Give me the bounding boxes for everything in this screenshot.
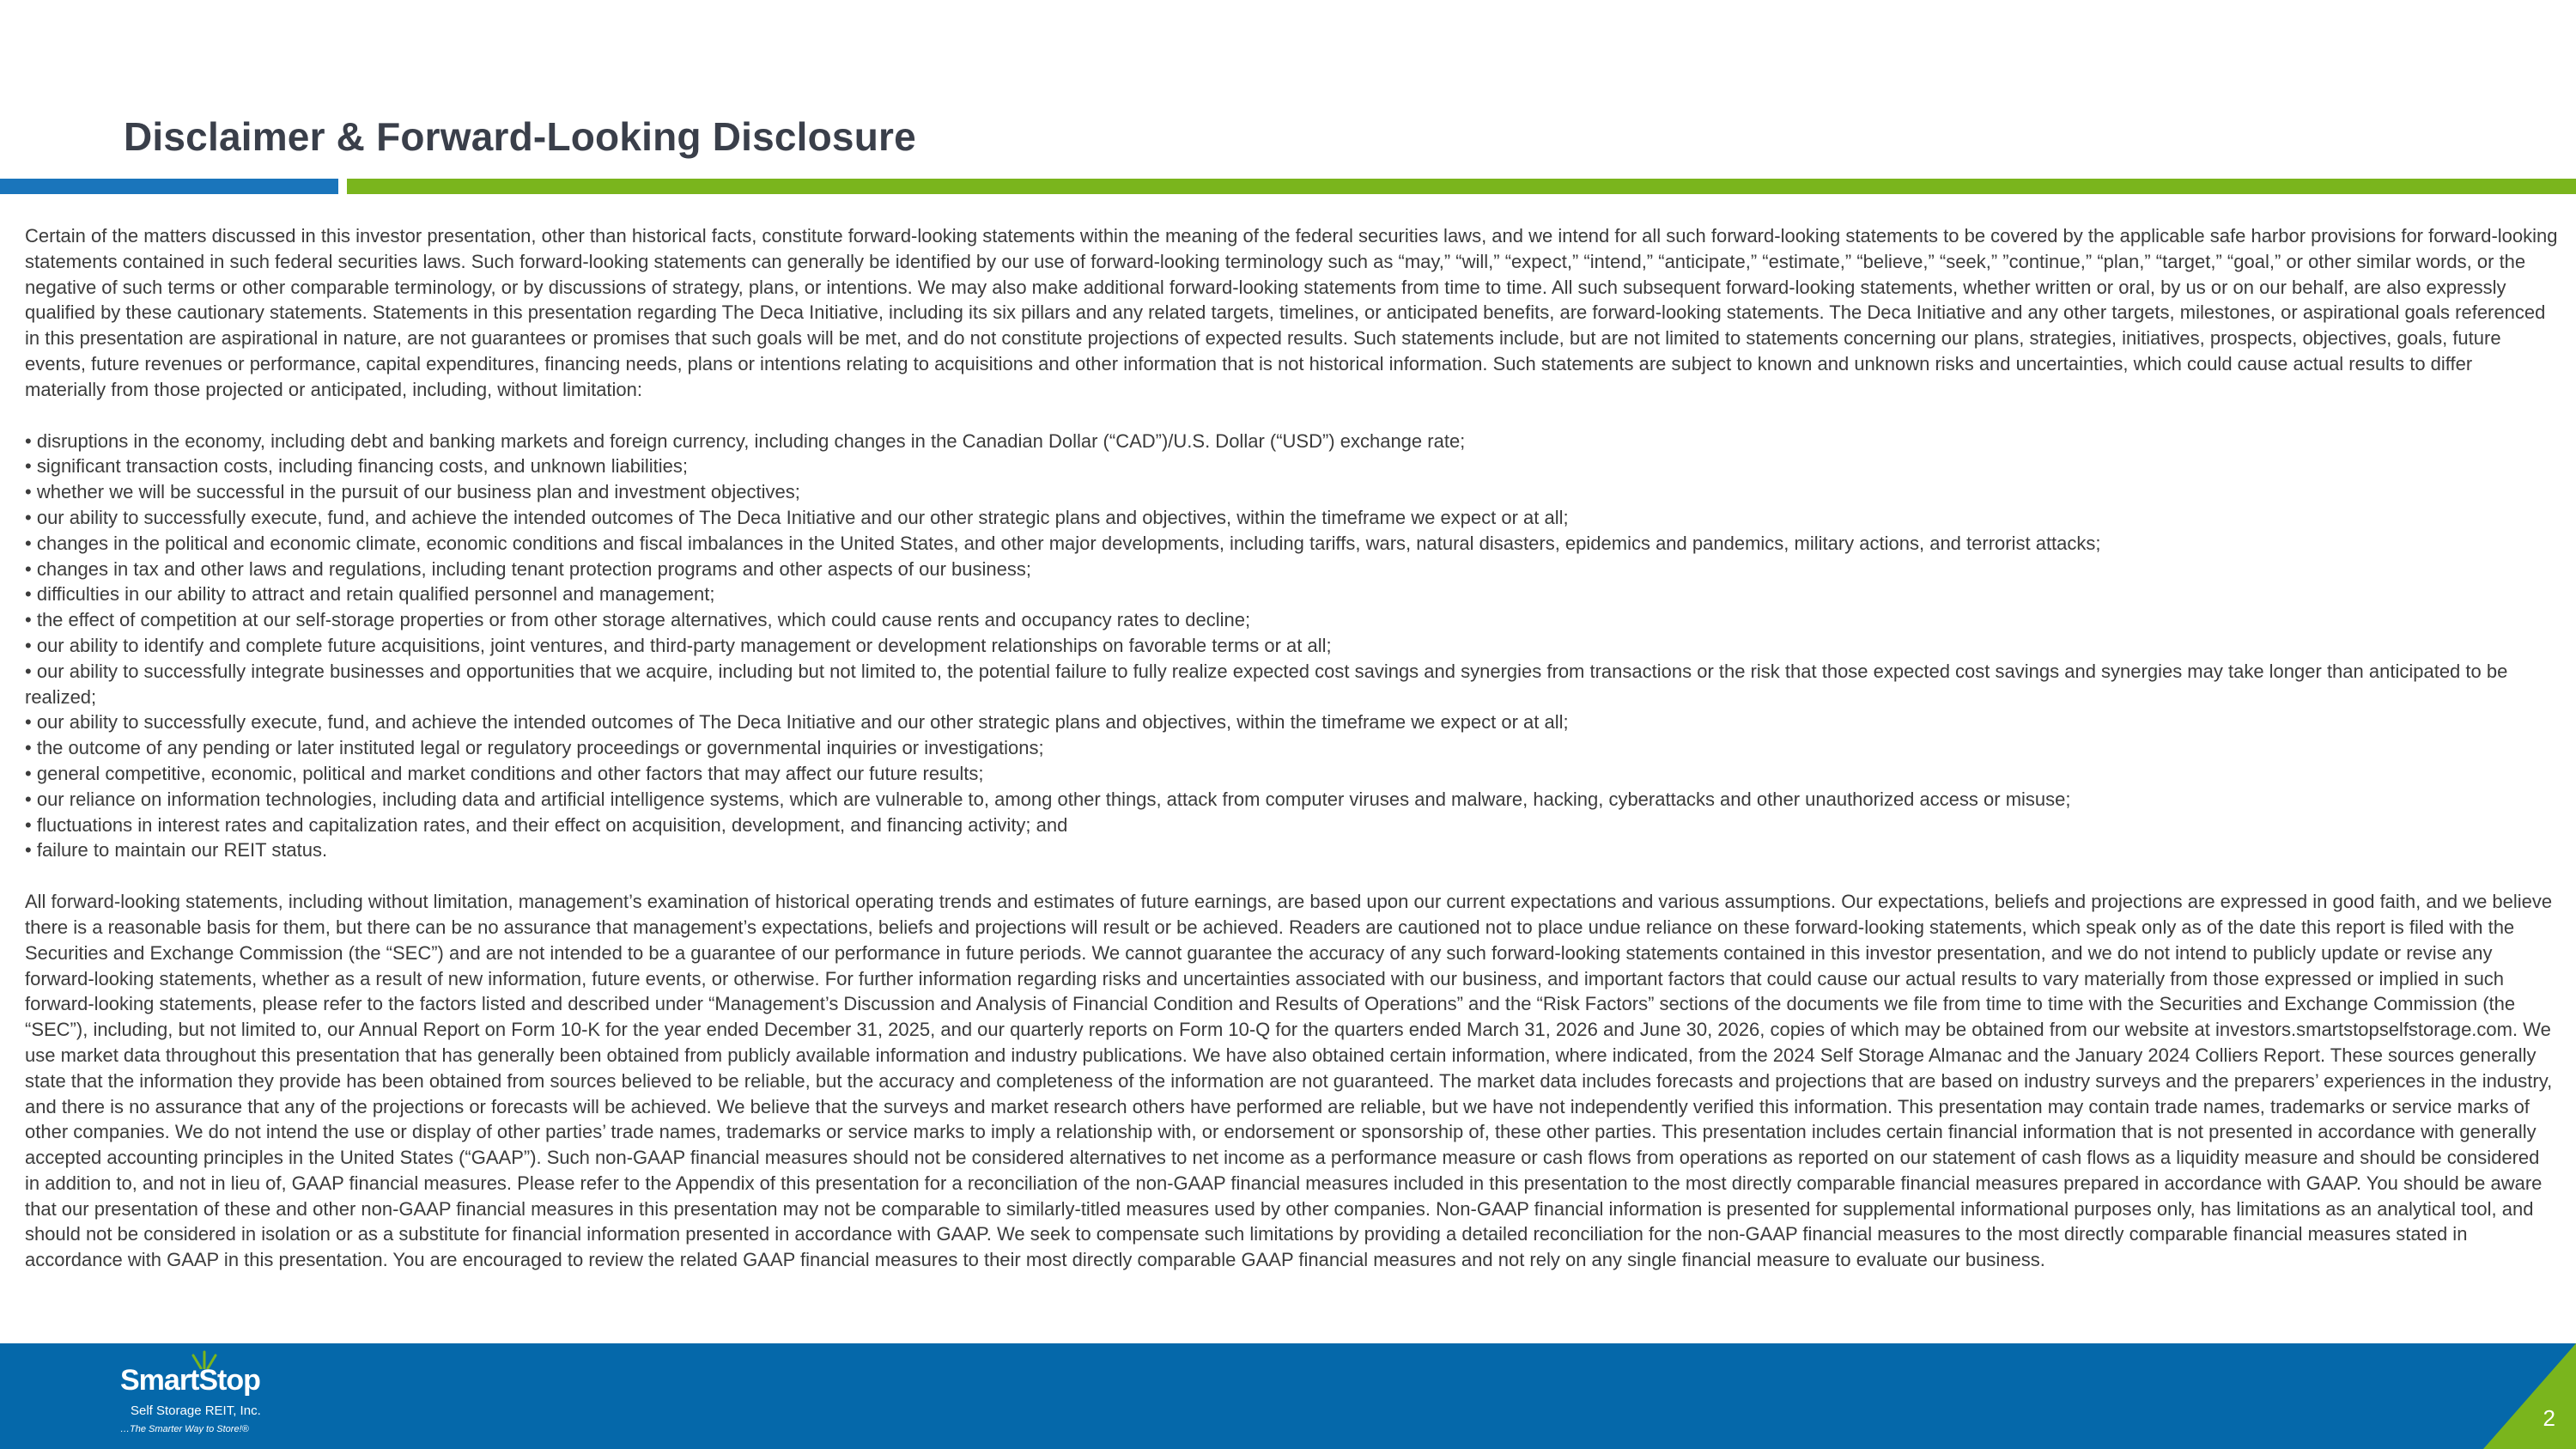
list-item: • whether we will be successful in the pursuit of our business plan and investment objectives; [25,479,2558,505]
page-title: Disclaimer & Forward-Looking Disclosure [124,114,916,159]
list-item: • our ability to successfully integrate businesses and opportunities that we acquire, including but not limited to, the potential failure to fully realize expected cost savings and synergies from transactions or the risk that those expected cost savings and synergies may take longer than anticipated to be realized; [25,659,2558,710]
disclaimer-body [25,223,2558,1273]
footer-bar [0,1343,2576,1449]
list-item: • the outcome of any pending or later instituted legal or regulatory proceedings or governmental inquiries or investigations; [25,735,2558,761]
footer-accent-triangle [2483,1343,2576,1449]
list-item: • significant transaction costs, including financing costs, and unknown liabilities; [25,454,2558,479]
list-item: • our reliance on information technologies, including data and artificial intelligence systems, which are vulnerable to, among other things, attack from computer viruses and malware, hacking, cyberattacks and other unauthorized access or misuse; [25,787,2558,813]
paragraph-spacer [25,863,2558,889]
list-item: • our ability to successfully execute, fund, and achieve the intended outcomes of The Deca Initiative and our other strategic plans and objectives, within the timeframe we expect or at all; [25,505,2558,531]
paragraph-spacer [25,403,2558,429]
title-rule-green [347,179,2576,194]
logo-subtitle: Self Storage REIT, Inc. [131,1403,261,1418]
page-number: 2 [2543,1405,2555,1431]
list-item: • failure to maintain our REIT status. [25,837,2558,863]
intro-paragraph: Certain of the matters discussed in this investor presentation, other than historical facts, constitute forward-looking statements within the meaning of the federal securities laws, and we intend for all such forward-looking statements to be covered by the applicable safe harbor provisions for forward-looking statements contained in such federal securities laws. Such forward-looking statements can generally be identified by our use of forward-looking terminology such as “may,” “will,” “expect,” “intend,” “anticipate,” “estimate,” “believe,” “seek,” ”continue,” “plan,” “target,” “goal,” or other similar words, or the negative of such terms or other comparable terminology, or by discussions of strategy, plans, or intentions. We may also make additional forward-looking statements from time to time. All such subsequent forward-looking statements, whether written or oral, by us or on our behalf, are also expressly qualified by these cautionary statements. Statements in this presentation regarding The Deca Initiative, including its six pillars and any related targets, timelines, or anticipated benefits, are forward-looking statements. The Deca Initiative and any other targets, milestones, or aspirational goals referenced in this presentation are aspirational in nature, are not guarantees or promises that such goals will be met, and do not constitute projections of expected results. Such statements include, but are not limited to statements concerning our plans, strategies, initiatives, prospects, objectives, goals, future events, future revenues or performance, capital expenditures, financing needs, plans or intentions relating to acquisitions and other information that is not historical information. Such statements are subject to known and unknown risks and uncertainties, which could cause actual results to differ materially from those projected or anticipated, including, without limitation: [25,225,2558,400]
list-item: • general competitive, economic, political and market conditions and other factors that may affect our future results; [25,761,2558,787]
logo-tagline: …The Smarter Way to Store!® [120,1424,249,1434]
closing-paragraph: All forward-looking statements, including without limitation, management’s examination of historical operating trends and estimates of future earnings, are based upon our current expectations and various assumptions. Our expectations, beliefs and projections are expressed in good faith, and we believe there is a reasonable basis for them, but there can be no assurance that management’s expectations, beliefs and projections will result or be achieved. Readers are cautioned not to place undue reliance on these forward-looking statements, which speak only as of the date this report is filed with the Securities and Exchange Commission (the “SEC”) and are not intended to be a guarantee of our performance in future periods. We cannot guarantee the accuracy of any such forward-looking statements contained in this investor presentation, and we do not intend to publicly update or revise any forward-looking statements, whether as a result of new information, future events, or otherwise. For further information regarding risks and uncertainties associated with our business, and important factors that could cause our actual results to vary materially from those expressed or implied in such forward-looking statements, please refer to the factors listed and described under “Management’s Discussion and Analysis of Financial Condition and Results of Operations” and the “Risk Factors” sections of the documents we file from time to time with the Securities and Exchange Commission (the “SEC”), including, but not limited to, our Annual Report on Form 10-K for the year ended December 31, 2025, and our quarterly reports on Form 10-Q for the quarters ended March 31, 2026 and June 30, 2026, copies of which may be obtained from our website at investors.smartstopselfstorage.com. We use market data throughout this presentation that has generally been obtained from publicly available information and industry publications. We have also obtained certain information, where indicated, from the 2024 Self Storage Almanac and the January 2024 Colliers Report. These sources generally state that the information they provide has been obtained from sources believed to be reliable, but the accuracy and completeness of the information are not guaranteed. The market data includes forecasts and projections that are based on industry surveys and the preparers’ experiences in the industry, and there is no assurance that any of the projections or forecasts will be achieved. We believe that the surveys and market research others have performed are reliable, but we have not independently verified this information. This presentation may contain trade names, trademarks or service marks of other companies. We do not intend the use or display of other parties’ trade names, trademarks or service marks to imply a relationship with, or endorsement or sponsorship of, these other parties. This presentation includes certain financial information that is not presented in accordance with generally accepted accounting principles in the United States (“GAAP”). Such non-GAAP financial measures should not be considered alternatives to net income as a performance measure or cash flows from operations as reported on our statement of cash flows as a liquidity measure and should be considered in addition to, and not in lieu of, GAAP financial measures. Please refer to the Appendix of this presentation for a reconciliation of the non-GAAP financial measures included in this presentation to the most directly comparable financial measures prepared in accordance with GAAP. You should be aware that our presentation of these and other non-GAAP financial measures in this presentation may not be comparable to similarly-titled measures used by other companies. Non-GAAP financial information is presented for supplemental informational purposes only, has limitations as an analytical tool, and should not be considered in isolation or as a substitute for financial information presented in accordance with GAAP. We seek to compensate such limitations by providing a detailed reconciliation for the non-GAAP financial measures to the most directly comparable financial measures stated in accordance with GAAP in this presentation. You are encouraged to review the related GAAP financial measures to their most directly comparable GAAP financial measures and not rely on any single financial measure to evaluate our business. [25,891,2553,1271]
logo-wordmark: SmartStop [120,1364,260,1397]
risk-factor-list [25,429,2558,864]
list-item: • disruptions in the economy, including debt and banking markets and foreign currency, including changes in the Canadian Dollar (“CAD”)/U.S. Dollar (“USD”) exchange rate; [25,429,2558,454]
list-item: • changes in tax and other laws and regulations, including tenant protection programs and other aspects of our business; [25,557,2558,582]
list-item: • changes in the political and economic climate, economic conditions and fiscal imbalances in the United States, and other major developments, including tariffs, wars, natural disasters, epidemics and pandemics, military actions, and terrorist attacks; [25,531,2558,557]
list-item: • our ability to identify and complete future acquisitions, joint ventures, and third-party management or development relationships on favorable terms or at all; [25,633,2558,659]
company-logo [120,1349,292,1445]
list-item: • difficulties in our ability to attract and retain qualified personnel and management; [25,581,2558,607]
list-item: • fluctuations in interest rates and capitalization rates, and their effect on acquisition, development, and financing activity; and [25,813,2558,838]
list-item: • the effect of competition at our self-storage properties or from other storage alternatives, which could cause rents and occupancy rates to decline; [25,607,2558,633]
title-rule-blue [0,179,338,194]
list-item: • our ability to successfully execute, fund, and achieve the intended outcomes of The Deca Initiative and our other strategic plans and objectives, within the timeframe we expect or at all; [25,709,2558,735]
